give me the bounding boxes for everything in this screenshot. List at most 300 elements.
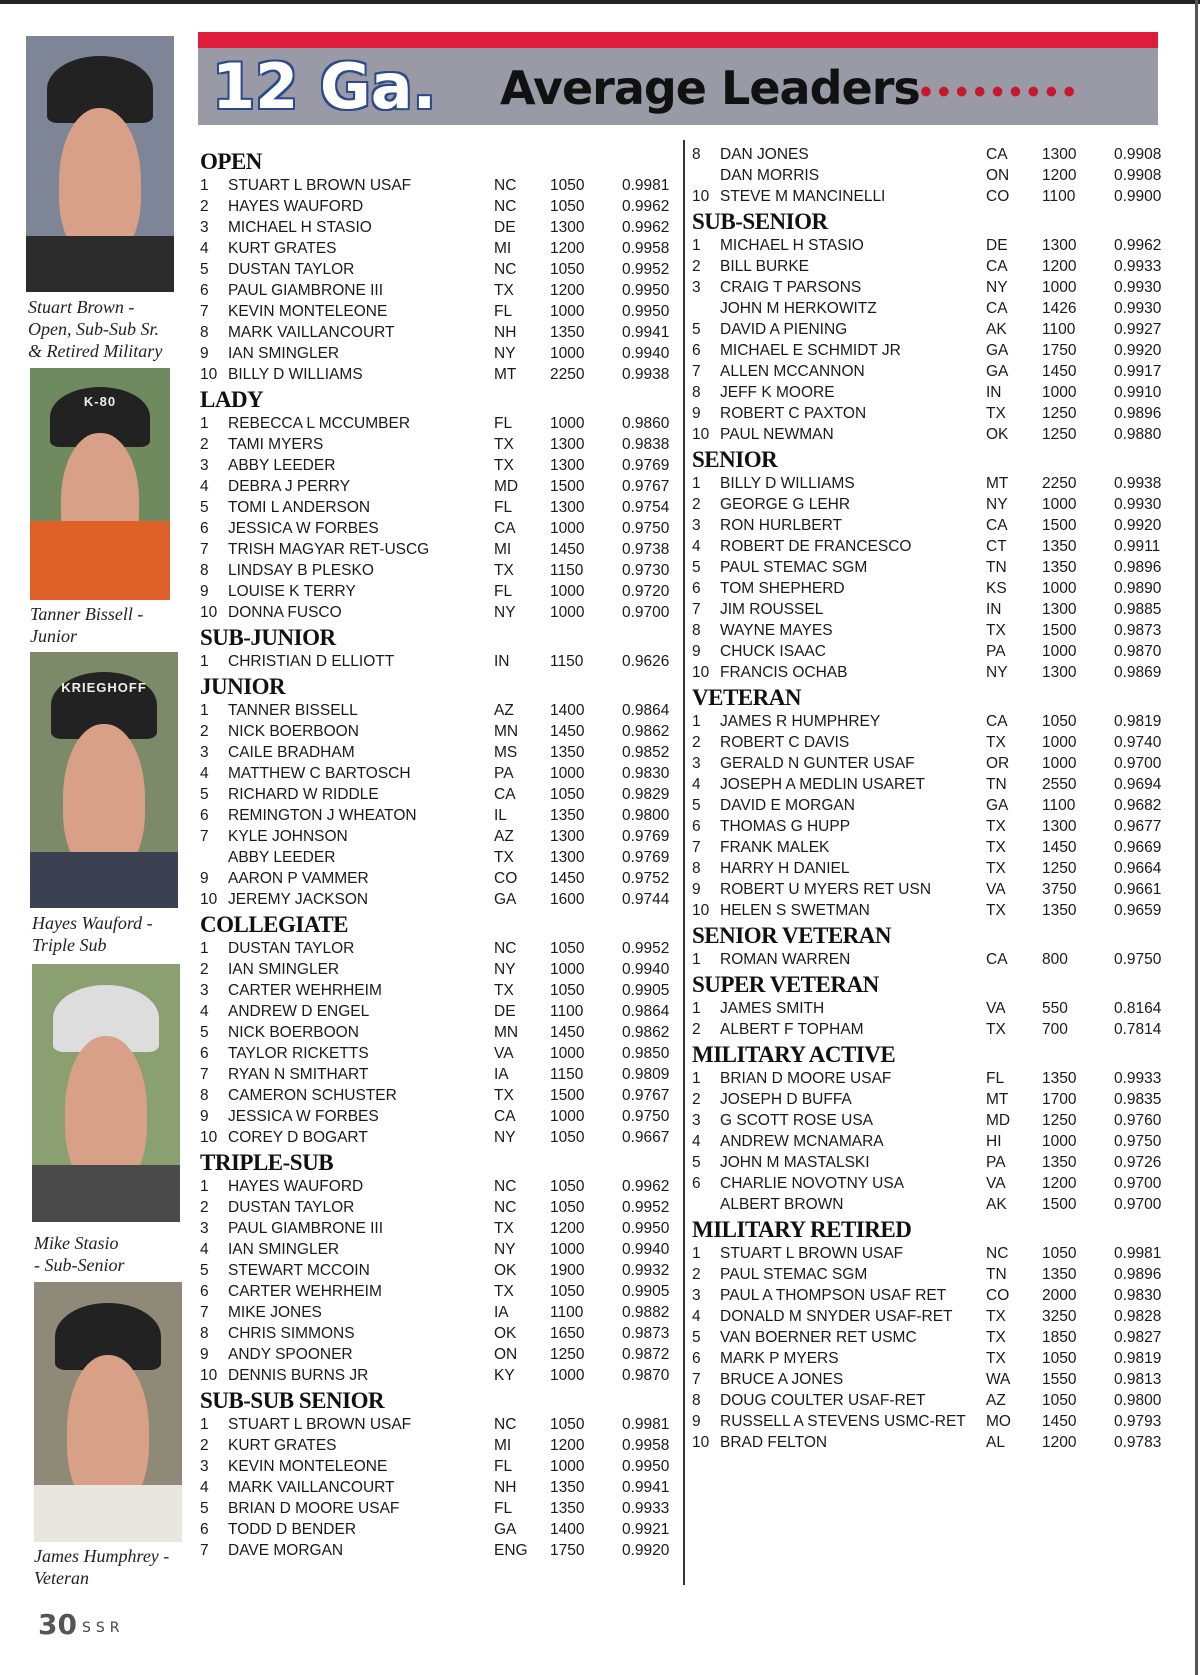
targets-cell: 1700 [1042,1091,1077,1108]
average-cell: 0.9933 [622,1500,670,1517]
table-row [200,1043,680,1064]
targets-cell: 1350 [550,1479,585,1496]
rank-cell: 1 [200,1178,209,1195]
name-cell: KYLE JOHNSON [228,828,348,845]
average-cell: 0.9905 [622,1283,670,1300]
average-cell: 0.9869 [1114,664,1162,681]
targets-cell: 1500 [1042,1196,1077,1213]
state-cell: CT [986,538,1007,555]
name-cell: CAMERON SCHUSTER [228,1087,397,1104]
name-cell: TANNER BISSELL [228,702,358,719]
average-cell: 0.9720 [622,583,670,600]
state-cell: NH [494,324,517,341]
photo-caption: Mike Stasio - Sub-Senior [34,1233,125,1275]
name-cell: CHRISTIAN D ELLIOTT [228,653,395,670]
rank-cell: 10 [200,891,218,908]
rank-cell: 9 [200,583,209,600]
state-cell: TX [986,839,1006,856]
rank-cell: 3 [692,279,701,296]
average-cell: 0.9885 [1114,601,1162,618]
targets-cell: 1450 [550,541,585,558]
name-cell: WAYNE MAYES [720,622,833,639]
rank-cell: 6 [200,1283,209,1300]
targets-cell: 1500 [1042,517,1077,534]
rank-cell: 10 [200,604,218,621]
name-cell: MICHAEL E SCHMIDT JR [720,342,901,359]
targets-cell: 1000 [1042,580,1077,597]
table-row [200,364,680,385]
table-row [200,581,680,602]
rank-cell: 5 [200,261,209,278]
targets-cell: 1100 [1042,321,1076,338]
state-cell: FL [494,583,513,600]
rank-cell: 1 [692,475,701,492]
table-row [200,1365,680,1386]
table-row [200,938,680,959]
targets-cell: 550 [1042,1000,1068,1017]
average-cell: 0.9920 [622,1542,670,1559]
average-cell: 0.9767 [622,478,670,495]
state-cell: VA [986,1175,1006,1192]
targets-cell: 1250 [1042,426,1077,443]
state-cell: TX [986,1308,1006,1325]
targets-cell: 700 [1042,1021,1068,1038]
average-cell: 0.9800 [622,807,670,824]
average-cell: 0.9933 [1114,1070,1162,1087]
table-row [200,742,680,763]
table-row [692,1306,1172,1327]
section-title: SUPER VETERAN [692,972,879,997]
name-cell: DUSTAN TAYLOR [228,261,355,278]
average-cell: 0.9760 [1114,1112,1162,1129]
average-cell: 0.9829 [622,786,670,803]
rank-cell: 2 [200,1199,209,1216]
name-cell: ANDY SPOONER [228,1346,353,1363]
name-cell: VAN BOERNER RET USMC [720,1329,917,1346]
table-row [692,403,1172,424]
name-cell: STUART L BROWN USAF [228,177,412,194]
state-cell: AL [986,1434,1005,1451]
average-cell: 0.9941 [622,324,670,341]
state-cell: NC [986,1245,1009,1262]
section-title: VETERAN [692,685,801,710]
table-row [200,1022,680,1043]
state-cell: GA [986,363,1009,380]
targets-cell: 1100 [1042,797,1076,814]
rank-cell: 3 [200,744,209,761]
table-row [692,319,1172,340]
state-cell: NC [494,177,517,194]
average-cell: 0.9930 [1114,496,1162,513]
rank-cell: 6 [692,1175,701,1192]
column-divider [683,140,685,1585]
state-cell: NY [494,345,516,362]
name-cell: RYAN N SMITHART [228,1066,369,1083]
targets-cell: 1300 [1042,601,1077,618]
section-title: SUB-JUNIOR [200,625,336,650]
average-cell: 0.9661 [1114,881,1162,898]
targets-cell: 1500 [550,478,585,495]
average-cell: 0.9873 [622,1325,670,1342]
section-block [200,673,680,910]
name-cell: STUART L BROWN USAF [228,1416,412,1433]
name-cell: ALBERT F TOPHAM [720,1021,864,1038]
table-row [692,277,1172,298]
table-row [200,280,680,301]
table-row [200,847,680,868]
table-row [200,1323,680,1344]
state-cell: OK [494,1325,517,1342]
state-cell: MD [494,478,519,495]
name-cell: MICHAEL H STASIO [720,237,864,254]
table-row [692,900,1172,921]
table-row [200,301,680,322]
name-cell: BILLY D WILLIAMS [228,366,363,383]
average-cell: 0.9950 [622,1220,670,1237]
name-cell: KURT GRATES [228,1437,337,1454]
publication-name: SSR [82,1620,125,1636]
name-cell: DONNA FUSCO [228,604,342,621]
section-title: SENIOR [692,447,778,472]
table-row [692,1243,1172,1264]
average-cell: 0.9981 [622,1416,670,1433]
name-cell: BILL BURKE [720,258,810,275]
name-cell: MATTHEW C BARTOSCH [228,765,411,782]
rank-cell: 2 [200,1437,209,1454]
state-cell: NC [494,198,517,215]
state-cell: TN [986,776,1007,793]
average-cell: 0.9958 [622,1437,670,1454]
name-cell: STEVE M MANCINELLI [720,188,886,205]
state-cell: CA [986,713,1008,730]
state-cell: OR [986,755,1010,772]
rank-cell: 3 [692,1112,701,1129]
name-cell: JOSEPH D BUFFA [720,1091,852,1108]
targets-cell: 1300 [1042,818,1077,835]
table-row [692,732,1172,753]
rank-cell: 8 [692,384,701,401]
section-block [200,148,680,385]
rank-cell: 2 [692,258,701,275]
table-row [200,651,680,672]
average-cell: 0.9911 [1114,538,1161,555]
table-row [200,322,680,343]
targets-cell: 1300 [550,436,585,453]
state-cell: HI [986,1133,1002,1150]
state-cell: ON [986,167,1010,184]
name-cell: CARTER WEHRHEIM [228,982,382,999]
targets-cell: 1050 [550,261,585,278]
average-cell: 0.9930 [1114,300,1162,317]
average-cell: 0.9870 [622,1367,670,1384]
state-cell: GA [494,891,517,908]
section-title: SENIOR VETERAN [692,923,891,948]
table-row [200,217,680,238]
state-cell: MI [494,541,512,558]
targets-cell: 1650 [550,1325,585,1342]
state-cell: MN [494,723,519,740]
targets-cell: 1200 [550,240,585,257]
table-row [200,175,680,196]
targets-cell: 1350 [550,744,585,761]
table-row [692,557,1172,578]
state-cell: AK [986,321,1007,338]
state-cell: AZ [494,702,514,719]
name-cell: GERALD N GUNTER USAF [720,755,915,772]
table-row [200,1260,680,1281]
rank-cell: 5 [200,786,209,803]
state-cell: IN [986,601,1002,618]
targets-cell: 1300 [550,457,585,474]
targets-cell: 1000 [1042,384,1077,401]
average-cell: 0.9896 [1114,1266,1162,1283]
average-cell: 0.9819 [1114,1350,1162,1367]
rank-cell: 6 [200,807,209,824]
state-cell: TX [986,1329,1006,1346]
table-row [200,1239,680,1260]
average-cell: 0.9738 [622,541,670,558]
name-cell: ANDREW MCNAMARA [720,1133,884,1150]
right-border [1195,0,1198,1675]
section-title: COLLEGIATE [200,912,348,937]
rank-cell: 2 [692,496,701,513]
state-cell: FL [494,1458,513,1475]
targets-cell: 1750 [1042,342,1077,359]
average-cell: 0.9659 [1114,902,1162,919]
shirt-shape [34,1485,182,1542]
rank-cell: 7 [200,1066,209,1083]
name-cell: JOHN M HERKOWITZ [720,300,877,317]
table-row [200,539,680,560]
name-cell: LOUISE K TERRY [228,583,356,600]
table-row [692,1411,1172,1432]
rank-cell: 10 [692,902,710,919]
name-cell: ROBERT U MYERS RET USN [720,881,932,898]
name-cell: DOUG COULTER USAF-RET [720,1392,926,1409]
table-row [692,1264,1172,1285]
average-cell: 0.9938 [1114,475,1162,492]
rank-cell: 10 [692,1434,710,1451]
state-cell: CA [986,517,1008,534]
targets-cell: 1200 [550,282,585,299]
rank-cell: 6 [200,1045,209,1062]
photo-hayes-wauford [30,652,178,908]
rank-cell: 5 [692,559,701,576]
rank-cell: 7 [200,1304,209,1321]
average-cell: 0.9682 [1114,797,1162,814]
targets-cell: 2250 [550,366,585,383]
state-cell: IA [494,1304,509,1321]
name-cell: CARTER WEHRHEIM [228,1283,382,1300]
table-row [692,1285,1172,1306]
rank-cell: 9 [200,1108,209,1125]
name-cell: TAMI MYERS [228,436,324,453]
section-block [200,1387,680,1561]
targets-cell: 1300 [1042,146,1077,163]
state-cell: TX [986,818,1006,835]
table-row [200,1218,680,1239]
name-cell: MIKE JONES [228,1304,322,1321]
average-cell: 0.8164 [1114,1000,1162,1017]
table-row [692,361,1172,382]
targets-cell: 1200 [1042,258,1077,275]
state-cell: MN [494,1024,519,1041]
table-row [200,721,680,742]
rank-cell: 8 [692,622,701,639]
state-cell: NY [986,279,1008,296]
name-cell: DONALD M SNYDER USAF-RET [720,1308,953,1325]
table-row [692,858,1172,879]
table-row [200,413,680,434]
average-cell: 0.9750 [622,1108,670,1125]
state-cell: DE [494,1003,516,1020]
average-cell: 0.9940 [622,961,670,978]
targets-cell: 1000 [550,1458,585,1475]
section-block [692,1216,1172,1453]
left-column [200,148,680,1562]
table-row [692,424,1172,445]
table-row [692,494,1172,515]
average-cell: 0.9852 [622,744,670,761]
rank-cell: 1 [692,1000,701,1017]
rank-cell: 3 [200,982,209,999]
table-row [200,1064,680,1085]
rank-cell: 8 [200,324,209,341]
name-cell: BRIAN D MOORE USAF [228,1500,400,1517]
table-row [692,837,1172,858]
name-cell: IAN SMINGLER [228,961,340,978]
state-cell: ENG [494,1542,528,1559]
state-cell: TX [986,734,1006,751]
state-cell: CO [494,870,518,887]
rank-cell: 7 [692,363,701,380]
table-row [692,1019,1172,1040]
state-cell: NC [494,261,517,278]
table-row [200,1456,680,1477]
rank-cell: 5 [200,1500,209,1517]
state-cell: PA [494,765,514,782]
state-cell: CA [494,1108,516,1125]
rank-cell: 3 [200,1220,209,1237]
rank-cell: 10 [692,188,710,205]
section-block [692,208,1172,445]
average-cell: 0.9872 [622,1346,670,1363]
average-cell: 0.9952 [622,1199,670,1216]
section-title: TRIPLE-SUB [200,1150,334,1175]
table-row [200,497,680,518]
rank-cell: 7 [200,303,209,320]
page-number: 30 [38,1608,77,1641]
table-row [692,620,1172,641]
state-cell: CA [986,951,1008,968]
targets-cell: 1050 [550,177,585,194]
rank-cell: 7 [200,828,209,845]
targets-cell: 1000 [550,520,585,537]
name-cell: HARRY H DANIEL [720,860,850,877]
state-cell: NY [494,1129,516,1146]
rank-cell: 5 [692,321,701,338]
name-cell: JEFF K MOORE [720,384,835,401]
targets-cell: 1200 [1042,1434,1077,1451]
table-row [200,1540,680,1561]
rank-cell: 6 [200,520,209,537]
name-cell: IAN SMINGLER [228,345,340,362]
rank-cell: 8 [692,146,701,163]
name-cell: ALLEN MCCANNON [720,363,865,380]
name-cell: JESSICA W FORBES [228,1108,379,1125]
name-cell: ABBY LEEDER [228,457,336,474]
state-cell: FL [494,499,513,516]
name-cell: DAN JONES [720,146,809,163]
header-red-bar [198,32,1158,48]
average-cell: 0.9880 [1114,426,1162,443]
table-row [200,784,680,805]
table-row [692,1348,1172,1369]
average-cell: 0.9828 [1114,1308,1162,1325]
average-cell: 0.9835 [1114,1091,1162,1108]
rank-cell: 7 [200,541,209,558]
targets-cell: 1850 [1042,1329,1077,1346]
shirt-shape [26,236,174,292]
average-cell: 0.9950 [622,1458,670,1475]
rank-cell: 1 [200,653,209,670]
targets-cell: 1350 [1042,1070,1077,1087]
state-cell: MS [494,744,518,761]
state-cell: TX [986,405,1006,422]
state-cell: TX [494,1087,514,1104]
name-cell: G SCOTT ROSE USA [720,1112,874,1129]
average-cell: 0.9667 [622,1129,670,1146]
average-cell: 0.9752 [622,870,670,887]
page-title: Average Leaders [500,61,920,115]
rank-cell: 1 [200,702,209,719]
name-cell: LINDSAY B PLESKO [228,562,374,579]
state-cell: TN [986,559,1007,576]
targets-cell: 1200 [550,1220,585,1237]
rank-cell: 8 [692,860,701,877]
average-cell: 0.9952 [622,261,670,278]
targets-cell: 1000 [550,1045,585,1062]
top-border [0,0,1200,4]
targets-cell: 1450 [1042,839,1077,856]
targets-cell: 800 [1042,951,1068,968]
state-cell: VA [494,1045,514,1062]
state-cell: MO [986,1413,1011,1430]
state-cell: FL [494,303,513,320]
table-row [200,196,680,217]
average-cell: 0.9958 [622,240,670,257]
targets-cell: 1350 [1042,559,1077,576]
targets-cell: 1426 [1042,300,1077,317]
average-cell: 0.9941 [622,1479,670,1496]
section-block [692,446,1172,683]
rank-cell: 3 [200,1458,209,1475]
rank-cell: 6 [692,342,701,359]
average-cell: 0.9920 [1114,517,1162,534]
targets-cell: 1200 [1042,1175,1077,1192]
state-cell: NY [986,496,1008,513]
state-cell: AZ [494,828,514,845]
state-cell: GA [986,797,1009,814]
state-cell: DE [494,219,516,236]
name-cell: TAYLOR RICKETTS [228,1045,369,1062]
state-cell: MD [986,1112,1011,1129]
section-block [692,922,1172,970]
photo-stuart-brown [26,36,174,292]
targets-cell: 1250 [1042,1112,1077,1129]
average-cell: 0.9938 [622,366,670,383]
rank-cell: 1 [692,951,701,968]
